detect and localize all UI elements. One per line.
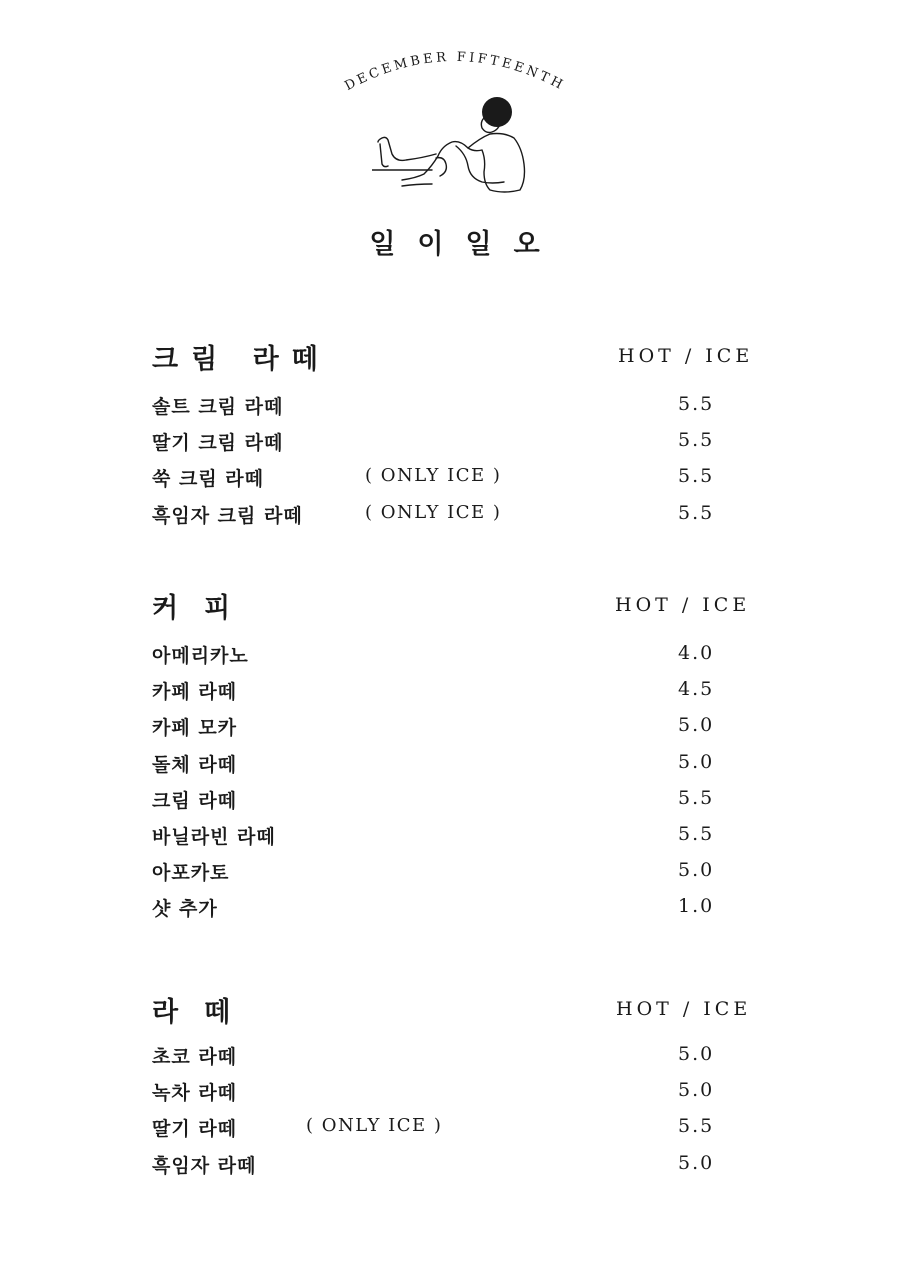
menu-list [152, 392, 772, 537]
item-price: 5.5 [678, 822, 715, 845]
menu-item [152, 392, 772, 428]
item-name: 크림 라떼 [152, 789, 238, 812]
menu-item [152, 1114, 772, 1150]
item-price: 5.0 [678, 1151, 715, 1174]
item-price: 5.0 [678, 714, 715, 737]
item-price: 5.0 [678, 1043, 715, 1065]
item-price: 5.5 [678, 429, 715, 452]
hot-ice-label: HOT / ICE [615, 594, 751, 616]
menu-item [152, 1042, 772, 1078]
item-price: 5.0 [678, 859, 715, 882]
menu-item [152, 428, 772, 464]
item-name: 딸기 라떼 [152, 1118, 238, 1141]
menu-item [152, 641, 772, 677]
item-price: 5.5 [678, 1115, 715, 1138]
hot-ice-label: HOT / ICE [618, 345, 754, 367]
svg-text:DECEMBER FIFTEENTH [342, 50, 567, 94]
item-name: 흑임자 라떼 [152, 1154, 257, 1177]
item-name: 아메리카노 [152, 645, 249, 667]
only-ice-note: ( ONLY ICE ) [365, 465, 502, 487]
item-name: 딸기 크림 라떼 [152, 432, 284, 455]
menu-list [152, 1042, 772, 1187]
menu-section-latte [152, 990, 772, 1177]
item-price: 4.0 [678, 642, 715, 664]
only-ice-note: ( ONLY ICE ) [306, 1115, 443, 1137]
menu-section-cream-latte [152, 337, 772, 527]
section-title: 크림 라떼 [152, 344, 331, 375]
menu-item [152, 713, 772, 749]
item-name: 녹차 라떼 [152, 1082, 238, 1105]
menu-item [152, 677, 772, 713]
item-name: 솔트 크림 라떼 [152, 396, 284, 418]
item-name: 돌체 라떼 [152, 753, 238, 776]
item-price: 5.5 [678, 465, 715, 488]
menu-item [152, 501, 772, 537]
menu-item [152, 464, 772, 500]
item-name: 카페 모카 [152, 717, 238, 740]
section-title: 커피 [152, 593, 257, 624]
arc-text: DECEMBER FIFTEENTH [342, 49, 568, 95]
menu-list [152, 641, 772, 931]
item-price: 5.0 [678, 750, 715, 773]
section-header [152, 990, 772, 1030]
item-name: 카페 라떼 [152, 681, 238, 704]
section-header [152, 337, 772, 377]
section-header [152, 586, 772, 626]
menu-item [152, 1078, 772, 1114]
only-ice-note: ( ONLY ICE ) [365, 501, 502, 523]
item-price: 1.0 [678, 895, 715, 918]
item-name: 쑥 크림 라떼 [152, 468, 264, 491]
seated-figure-logo [372, 92, 537, 202]
section-title: 라떼 [152, 997, 257, 1028]
item-price: 5.5 [678, 501, 715, 524]
item-name: 바닐라빈 라떼 [152, 825, 276, 848]
item-price: 5.5 [678, 786, 715, 809]
hot-ice-label: HOT / ICE [616, 998, 752, 1020]
item-price: 5.5 [678, 393, 715, 415]
menu-item [152, 1151, 772, 1187]
item-name: 흑임자 크림 라떼 [152, 504, 303, 527]
menu-item [152, 822, 772, 858]
menu-item [152, 750, 772, 786]
brand-name: 일이일오 [369, 229, 562, 260]
item-name: 아포카토 [152, 862, 230, 885]
item-price: 4.5 [678, 678, 715, 701]
item-name: 샷 추가 [152, 898, 218, 921]
menu-section-coffee [152, 586, 772, 921]
menu-item [152, 894, 772, 930]
item-name: 초코 라떼 [152, 1046, 238, 1068]
item-price: 5.0 [678, 1079, 715, 1102]
menu-item [152, 786, 772, 822]
menu-item [152, 858, 772, 894]
